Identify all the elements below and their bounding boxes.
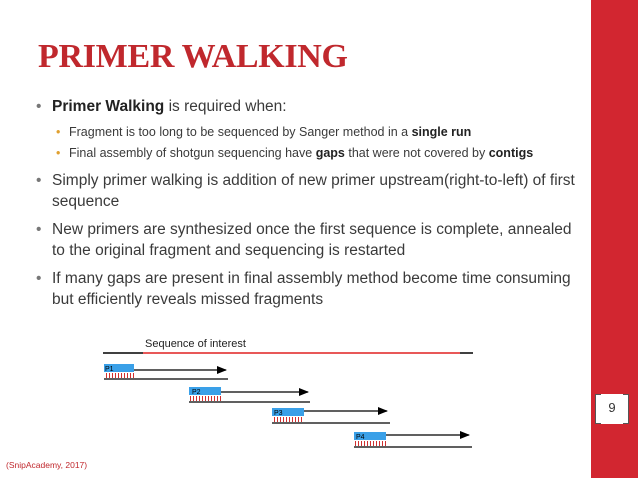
bullet-bold-term: Primer Walking <box>52 98 165 115</box>
bullet-text: is required when: <box>164 98 287 115</box>
page-number: 9 <box>608 400 616 415</box>
subbullet-text: that were not covered by <box>344 146 489 160</box>
bullet-gaps: • If many gaps are present in final assembly method become time consuming but efficiently reveals missed fragments <box>36 268 576 310</box>
primer-p4-label: P4 <box>356 434 365 441</box>
primer-p3-group <box>272 408 390 423</box>
primer-p2-group <box>189 387 310 402</box>
primer-p2-hatch <box>189 396 221 401</box>
bullet-new-primers: • New primers are synthesized once the first sequence is complete, annealed to the original fragment and sequencing is restarted <box>36 219 576 261</box>
subbullet-text: Final assembly of shotgun sequencing have <box>69 146 316 160</box>
bullet-upstream: • Simply primer walking is addition of new primer upstream(right-to-left) of first sequence <box>36 170 576 212</box>
primer-p1-hatch <box>104 373 134 378</box>
subbullet-text: Fragment is too long to be sequenced by Sanger method in a <box>69 125 412 139</box>
primer-p3-hatch <box>272 417 304 422</box>
subbullet-bold: gaps <box>315 146 345 160</box>
subbullet-bold: contigs <box>488 146 534 160</box>
citation: (SnipAcademy, 2017) <box>6 460 88 470</box>
primer-p2-label: P2 <box>192 389 201 396</box>
primer-p3-label: P3 <box>274 410 283 417</box>
primer-p4-hatch <box>354 441 386 446</box>
slide-title: PRIMER WALKING <box>38 38 348 75</box>
primer-p4-group <box>354 432 472 447</box>
primer-p1-label: P1 <box>105 366 114 373</box>
subbullet-bold: single run <box>411 125 472 139</box>
primer-p1-group <box>104 364 228 379</box>
diagram-header: Sequence of interest <box>145 338 246 350</box>
